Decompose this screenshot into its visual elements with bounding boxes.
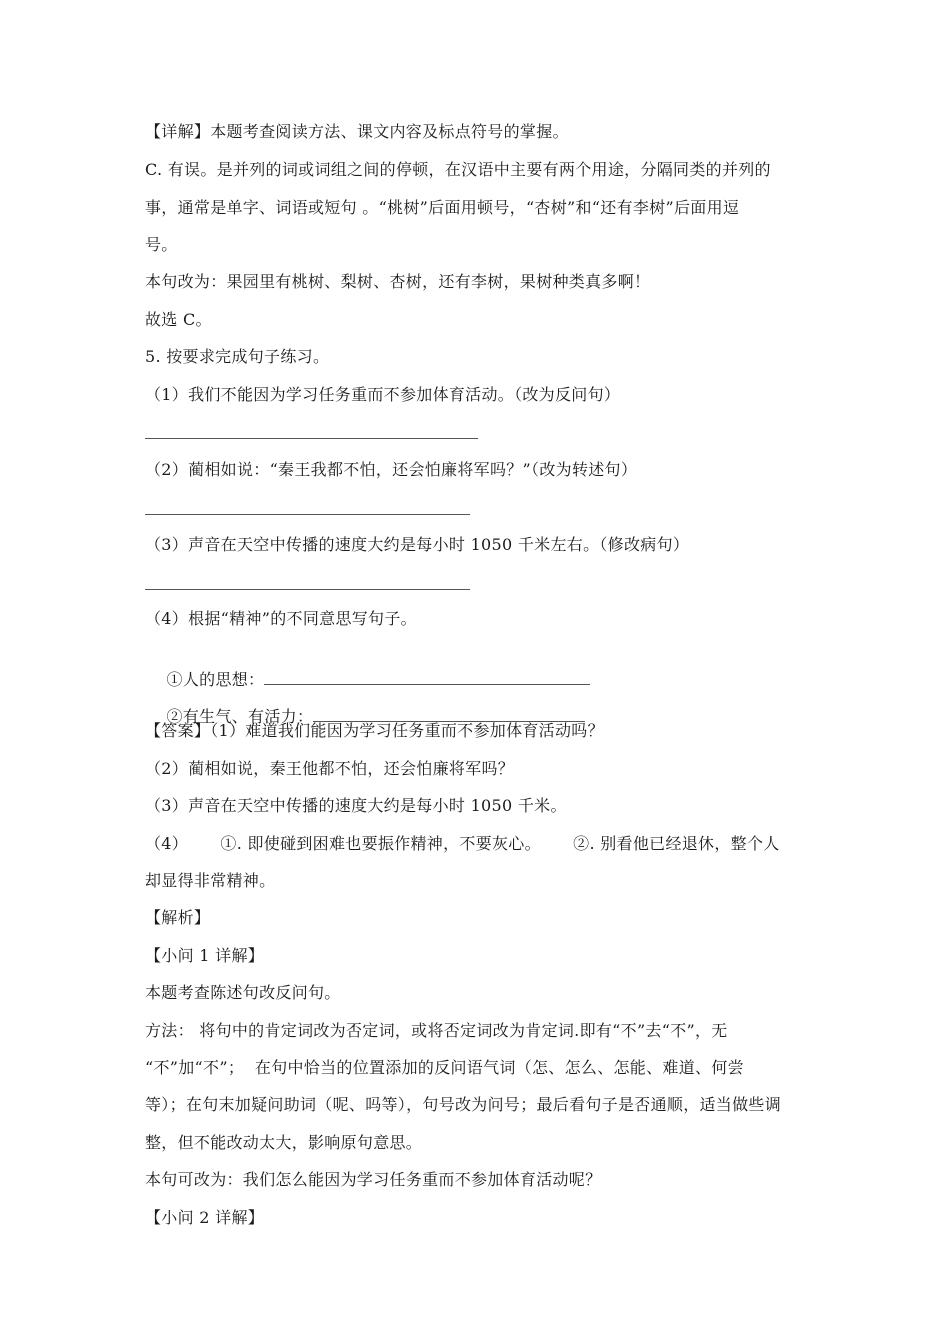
answer-blank[interactable] — [145, 514, 470, 515]
question-item: （3）声音在天空中传播的速度大约是每小时 1050 千米左右。（修改病句） — [145, 535, 690, 554]
text-line: 本句改为：果园里有桃树、梨树、杏树，还有李树，果树种类真多啊！ — [145, 272, 651, 291]
text-line: C. 有误。是并列的词或词组之间的停顿，在汉语中主要有两个用途，分隔同类的并列的 — [145, 160, 771, 179]
text-line: 却显得非常精神。 — [145, 871, 276, 890]
subitem-label: ②有生气、有活力： — [166, 707, 314, 726]
question-item: （2）蔺相如说：“秦王我都不怕，还会怕廉将军吗？”（改为转述句） — [145, 460, 638, 479]
text-line: 等）；在句末加疑问助词（呢、吗等），句号改为问号；最后看句子是否通顺，适当做些调 — [145, 1095, 782, 1114]
answer-blank[interactable] — [145, 438, 478, 439]
text-line: 号。 — [145, 235, 178, 254]
subquestion-heading: 【小问 2 详解】 — [145, 1208, 265, 1227]
text-line: 故选 C。 — [145, 310, 212, 329]
text-line: 方法： 将句中的肯定词改为否定词，或将否定词改为肯定词.即有“不”去“不”，无 — [145, 1021, 728, 1040]
text-line: “不”加“不”； 在句中恰当的位置添加的反问语气词（怎、怎么、怎能、难道、何尝 — [145, 1058, 744, 1077]
subquestion-heading: 【小问 1 详解】 — [145, 946, 265, 965]
text-line: 事，通常是单字、词语或短句 。“桃树”后面用顿号，“杏树”和“还有李树”后面用逗 — [145, 198, 740, 217]
question-item: （4）根据“精神”的不同意思写句子。 — [145, 609, 417, 628]
text-line: （4） ①. 即使碰到困难也要振作精神，不要灰心。 ②. 别看他已经退休，整个人 — [145, 834, 780, 853]
subitem-label: ①人的思想： — [166, 670, 265, 689]
question-heading: 5. 按要求完成句子练习。 — [145, 347, 330, 366]
answer-blank[interactable] — [145, 589, 470, 590]
analysis-heading: 【解析】 — [145, 908, 211, 927]
text-line: 本句可改为：我们怎么能因为学习任务重而不参加体育活动呢？ — [145, 1170, 602, 1189]
answer-heading-line: 【答案】（1）难道我们能因为学习任务重而不参加体育活动吗？ — [145, 721, 604, 740]
text-line: 本题考查陈述句改反问句。 — [145, 983, 341, 1002]
question-item: （1）我们不能因为学习任务重而不参加体育活动。（改为反问句） — [145, 385, 621, 404]
text-line: （2）蔺相如说，秦王他都不怕，还会怕廉将军吗？ — [145, 759, 515, 778]
text-line: 整，但不能改动太大，影响原句意思。 — [145, 1133, 423, 1152]
text-line: （3）声音在天空中传播的速度大约是每小时 1050 千米。 — [145, 796, 567, 815]
detail-heading-line: 【详解】本题考查阅读方法、课文内容及标点符号的掌握。 — [145, 122, 569, 141]
